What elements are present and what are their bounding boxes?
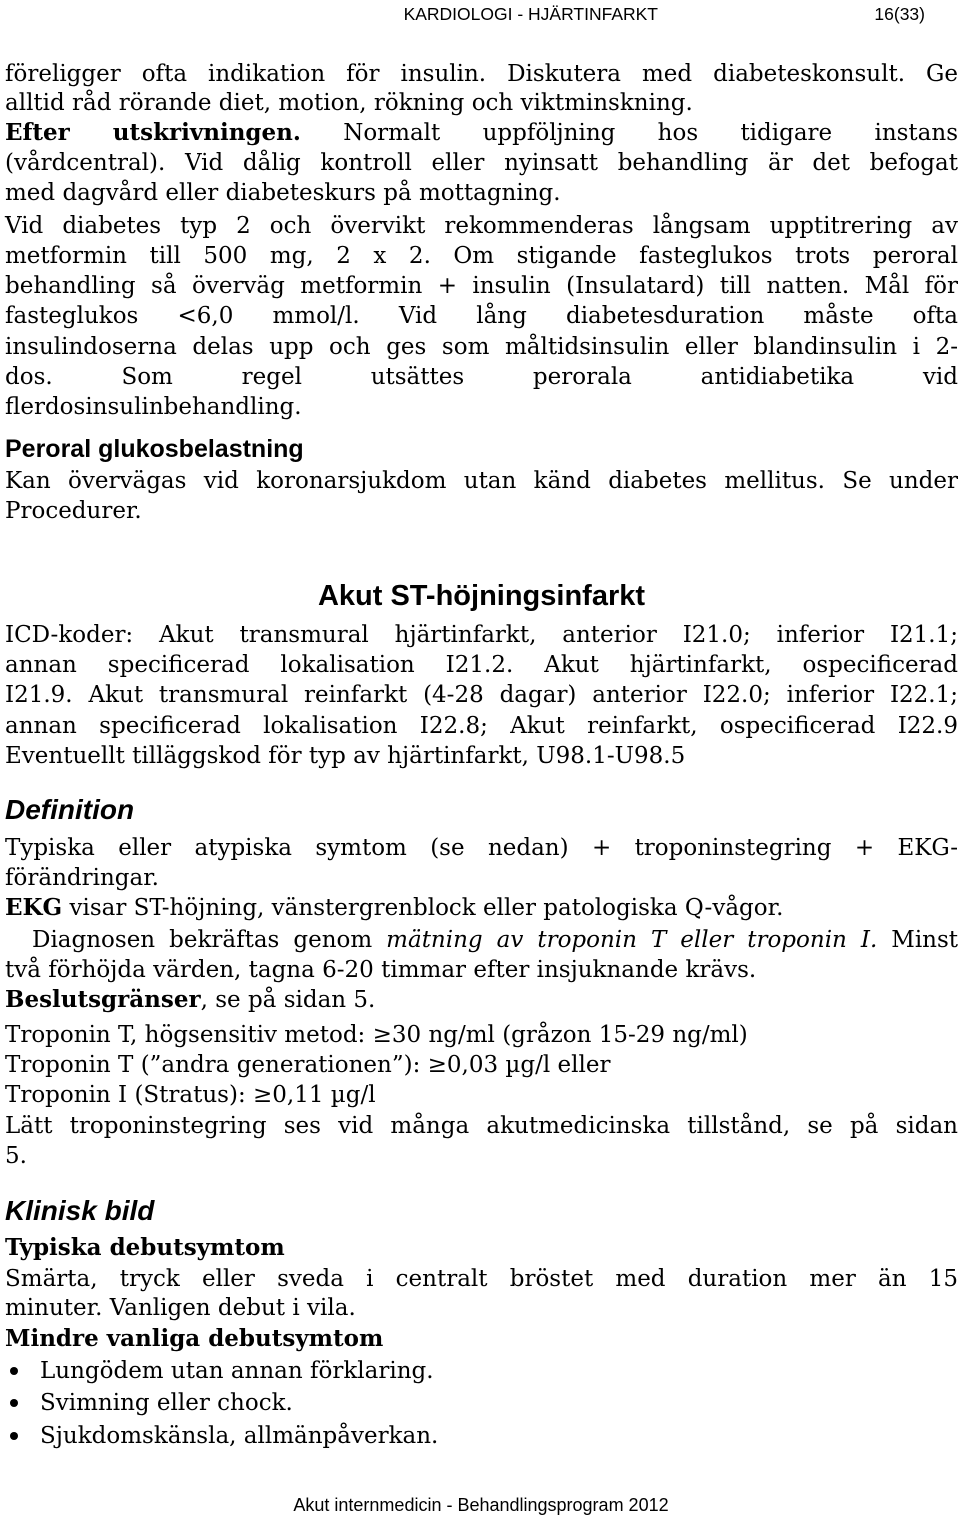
criteria-line: Typiska eller atypiska symtom (se nedan) + troponinstegring + EKG- [5,835,958,861]
running-footer: Akut internmedicin - Behandlingsprogram 2012 [293,1495,669,1515]
definition-heading: Definition [5,794,135,825]
type2-line: flerdosinsulinbehandling. [5,394,302,420]
typical-symptoms-line: Smärta, tryck eller sveda i centralt bröstet med duration mer än 15 [5,1266,958,1292]
list-item-text: Lungödem utan annan förklaring. [40,1358,434,1384]
mild-elevation-line: Lätt troponinstegring ses vid många akutmedicinska tillstånd, se på sidan [5,1113,958,1139]
ekg-text: visar ST-höjning, vänstergrenblock eller patologiska Q-vågor. [69,895,784,921]
diagnosis-emphasis: mätning av troponin T eller troponin I. [386,927,878,953]
list-item-text: Svimning eller chock. [40,1390,293,1416]
type2-line: behandling så överväg metformin + insulin (Insulatard) till natten. Mål för [5,273,958,299]
list-item [5,1356,958,1386]
thresholds-text: , se på sidan 5. [200,987,376,1013]
bullet-icon [10,1432,18,1440]
troponin-line: Troponin T, högsensitiv metod: ≥30 ng/ml (gråzon 15-29 ng/ml) [5,1022,748,1048]
icd-line: ICD-koder: Akut transmural hjärtinfarkt, anterior I21.0; inferior I21.1; [5,622,958,648]
glucose-tolerance-line: Procedurer. [5,498,142,524]
after-discharge-line [5,118,958,148]
section-title: Akut ST-höjningsinfarkt [317,580,646,612]
glucose-tolerance-heading: Peroral glukosbelastning [5,435,304,463]
running-header-title: KARDIOLOGI - HJÄRTINFARKT [403,4,658,24]
thresholds-label: Beslutsgränser [5,986,201,1013]
icd-line: annan specificerad lokalisation I22.8; Akut reinfarkt, ospecificerad I22.9 [5,713,958,739]
page-number: 16(33) [874,4,925,24]
advice-line: alltid råd rörande diet, motion, rökning och viktminskning. [5,90,693,116]
list-item [5,1388,958,1418]
list-item-text: Sjukdomskänsla, allmänpåverkan. [40,1423,439,1449]
after-discharge-line: (vårdcentral). Vid dålig kontroll eller nyinsatt behandling är det befogat [5,150,958,176]
icd-line: annan specificerad lokalisation I21.2. Akut hjärtinfarkt, ospecificerad [5,652,958,678]
bullet-icon [10,1367,18,1375]
type2-line: insulindoserna delas upp och ges som måltidsinsulin eller blandinsulin i 2- [5,334,958,360]
less-common-symptoms-heading: Mindre vanliga debutsymtom [5,1325,384,1352]
typical-symptoms-heading: Typiska debutsymtom [5,1234,285,1261]
troponin-line: Troponin T (”andra generationen”): ≥0,03 µg/l eller [5,1052,611,1078]
clinical-picture-heading: Klinisk bild [5,1195,155,1226]
typical-symptoms-line: minuter. Vanligen debut i vila. [5,1295,356,1321]
type2-line: fasteglukos <6,0 mmol/l. Vid lång diabetesduration måste ofta [5,303,958,329]
glucose-tolerance-line: Kan övervägas vid koronarsjukdom utan känd diabetes mellitus. Se under [5,468,958,494]
type2-line: Vid diabetes typ 2 och övervikt rekommenderas långsam upptitrering av [5,213,958,239]
list-item [5,1421,958,1451]
after-discharge-text: Normalt uppföljning hos tidigare instans [343,120,959,146]
diagnosis-lead: Diagnosen bekräftas genom [32,927,373,953]
criteria-line: förändringar. [5,865,159,891]
after-discharge-label: Efter utskrivningen. [5,119,301,146]
type2-line: metformin till 500 mg, 2 x 2. Om stigande fasteglukos trots peroral [5,243,958,269]
diagnosis-line [5,925,958,955]
bullet-icon [10,1399,18,1407]
advice-line: föreligger ofta indikation för insulin. Diskutera med diabeteskonsult. Ge [5,61,958,87]
after-discharge-line: med dagvård eller diabeteskurs på mottagning. [5,180,561,206]
thresholds-line [5,985,958,1015]
ekg-label: EKG [5,894,63,921]
troponin-line: Troponin I (Stratus): ≥0,11 µg/l [5,1082,376,1108]
diagnosis-tail: Minst [891,927,959,953]
mild-elevation-line: 5. [5,1143,27,1169]
icd-line: Eventuellt tilläggskod för typ av hjärtinfarkt, U98.1-U98.5 [5,743,686,769]
type2-line: dos. Som regel utsättes perorala antidiabetika vid [5,364,958,390]
ekg-line [5,893,958,923]
diagnosis-line: två förhöjda värden, tagna 6-20 timmar efter insjuknande krävs. [5,957,757,983]
icd-line: I21.9. Akut transmural reinfarkt (4-28 dagar) anterior I22.0; inferior I22.1; [5,682,958,708]
